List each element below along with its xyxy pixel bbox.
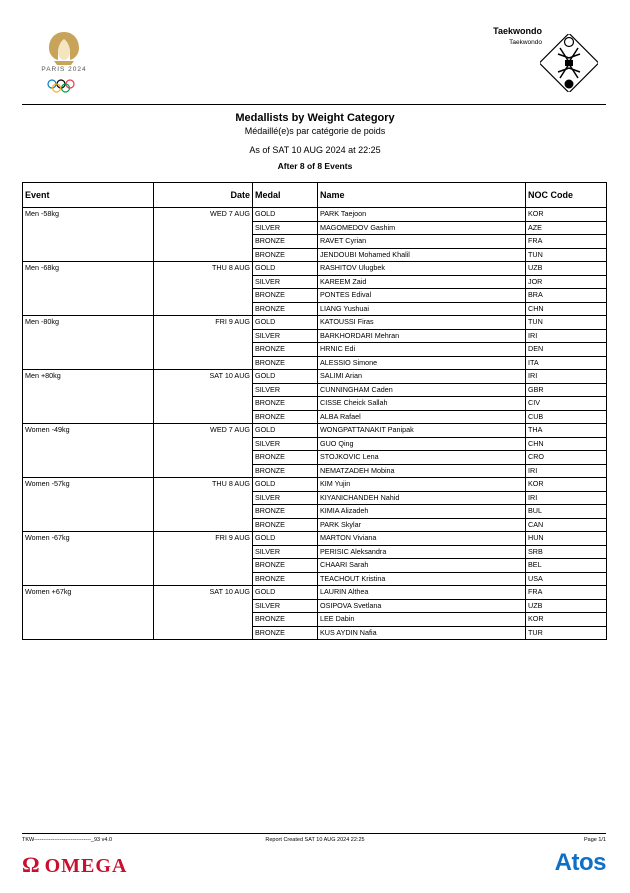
medal-cell: SILVER [253,599,318,613]
name-cell: NEMATZADEH Mobina [318,464,526,478]
medal-cell: BRONZE [253,302,318,316]
name-cell: STOJKOVIC Lena [318,451,526,465]
name-cell: PARK Taejoon [318,208,526,222]
date-cell [154,559,253,573]
medal-cell: BRONZE [253,356,318,370]
date-cell: FRI 9 AUG [154,532,253,546]
table-row [23,586,607,600]
event-cell: Women -57kg [23,478,154,492]
medal-cell: SILVER [253,545,318,559]
date-cell [154,626,253,640]
date-cell [154,599,253,613]
noc-cell: CIV [526,397,607,411]
event-cell [23,518,154,532]
paris-logo-text: PARIS 2024 [41,66,87,73]
table-row [23,248,607,262]
noc-cell: KOR [526,613,607,627]
date-cell [154,248,253,262]
name-cell: KIM Yujin [318,478,526,492]
table-row [23,343,607,357]
medal-cell: SILVER [253,329,318,343]
date-cell [154,518,253,532]
name-cell: RAVET Cyrian [318,235,526,249]
table-row [23,208,607,222]
omega-symbol-icon: Ω [22,852,41,877]
name-cell: KAREEM Zaid [318,275,526,289]
name-cell: ALESSIO Simone [318,356,526,370]
event-cell: Women +67kg [23,586,154,600]
event-cell: Women -49kg [23,424,154,438]
event-cell [23,451,154,465]
date-cell [154,464,253,478]
medal-cell: BRONZE [253,626,318,640]
name-cell: LIANG Yushuai [318,302,526,316]
name-cell: LAURIN Althea [318,586,526,600]
noc-cell: GBR [526,383,607,397]
date-cell [154,302,253,316]
report-title-block [0,111,630,172]
date-cell [154,572,253,586]
event-cell [23,289,154,303]
table-row [23,478,607,492]
table-row [23,329,607,343]
event-cell: Women -67kg [23,532,154,546]
event-cell [23,626,154,640]
date-cell [154,343,253,357]
table-row [23,275,607,289]
noc-cell: USA [526,572,607,586]
event-cell [23,356,154,370]
medal-cell: GOLD [253,424,318,438]
as-of-date: As of SAT 10 AUG 2024 at 22:25 [249,145,381,155]
table-header-row [23,183,607,208]
date-cell: THU 8 AUG [154,478,253,492]
report-code: TKW-------------------------------_93 v4.0 [22,837,112,843]
medal-cell: SILVER [253,221,318,235]
noc-cell: AZE [526,221,607,235]
event-cell [23,397,154,411]
date-cell [154,221,253,235]
medal-cell: BRONZE [253,505,318,519]
medal-cell: BRONZE [253,235,318,249]
omega-wordmark: OMEGA [44,855,128,877]
noc-cell: CHN [526,437,607,451]
name-cell: KIYANICHANDEH Nahid [318,491,526,505]
date-cell [154,613,253,627]
noc-cell: FRA [526,586,607,600]
report-created: Report Created SAT 10 AUG 2024 22:25 [265,837,365,843]
medal-cell: SILVER [253,383,318,397]
header-divider [22,104,606,105]
medal-cell: GOLD [253,478,318,492]
medal-cell: BRONZE [253,518,318,532]
name-cell: RASHITOV Ulugbek [318,262,526,276]
table-row [23,383,607,397]
medal-cell: GOLD [253,208,318,222]
date-cell [154,410,253,424]
table-row [23,410,607,424]
table-row [23,599,607,613]
noc-cell: CAN [526,518,607,532]
table-row [23,356,607,370]
date-cell [154,235,253,249]
date-cell [154,329,253,343]
medal-cell: SILVER [253,275,318,289]
event-cell [23,599,154,613]
table-row [23,302,607,316]
column-header-date: Date [154,183,253,208]
noc-cell: ITA [526,356,607,370]
table-row [23,397,607,411]
column-header-medal: Medal [253,183,318,208]
page-number: Page 1/1 [583,837,606,843]
event-cell [23,464,154,478]
events-progress: After 8 of 8 Events [277,161,353,171]
date-cell: THU 8 AUG [154,262,253,276]
noc-cell: KOR [526,478,607,492]
table-row [23,289,607,303]
paris-2024-logo [32,28,96,94]
date-cell [154,275,253,289]
table-row [23,370,607,384]
medal-cell: BRONZE [253,572,318,586]
sport-subtitle: Taekwondo [509,39,542,46]
table-body [23,208,607,640]
event-cell [23,329,154,343]
noc-cell: CHN [526,302,607,316]
sport-title: Taekwondo [493,26,542,36]
name-cell: KUS AYDIN Nafia [318,626,526,640]
noc-cell: TUN [526,248,607,262]
medal-cell: BRONZE [253,343,318,357]
name-cell: CHAARI Sarah [318,559,526,573]
event-cell [23,235,154,249]
event-cell [23,302,154,316]
noc-cell: UZB [526,599,607,613]
name-cell: PONTES Edival [318,289,526,303]
name-cell: MARTON Viviana [318,532,526,546]
name-cell: CISSE Cheick Sallah [318,397,526,411]
event-cell [23,248,154,262]
name-cell: MAGOMEDOV Gashim [318,221,526,235]
name-cell: HRNIC Edi [318,343,526,357]
name-cell: KIMIA Alizadeh [318,505,526,519]
medal-cell: BRONZE [253,613,318,627]
table-row [23,518,607,532]
name-cell: TEACHOUT Kristina [318,572,526,586]
event-cell [23,221,154,235]
medal-cell: BRONZE [253,559,318,573]
event-cell [23,383,154,397]
date-cell [154,356,253,370]
event-cell [23,437,154,451]
medallists-table [22,182,607,640]
date-cell [154,491,253,505]
noc-cell: UZB [526,262,607,276]
noc-cell: IRI [526,491,607,505]
date-cell: WED 7 AUG [154,208,253,222]
noc-cell: KOR [526,208,607,222]
medal-cell: GOLD [253,532,318,546]
name-cell: BARKHORDARI Mehran [318,329,526,343]
report-subtitle: Médaillé(e)s par catégorie de poids [244,126,386,136]
date-cell [154,397,253,411]
column-header-noc: NOC Code [526,183,607,208]
noc-cell: DEN [526,343,607,357]
date-cell [154,505,253,519]
table-row [23,424,607,438]
atos-logo: Atos [554,849,606,876]
taekwondo-pictogram-icon [540,34,598,92]
noc-cell: BRA [526,289,607,303]
name-cell: PARK Skylar [318,518,526,532]
table-row [23,262,607,276]
event-cell [23,410,154,424]
noc-cell: JOR [526,275,607,289]
noc-cell: TUR [526,626,607,640]
table-row [23,451,607,465]
table-row [23,316,607,330]
event-cell [23,505,154,519]
table-row [23,613,607,627]
table-row [23,572,607,586]
medal-cell: GOLD [253,316,318,330]
date-cell: SAT 10 AUG [154,586,253,600]
medal-cell: BRONZE [253,397,318,411]
name-cell: CUNNINGHAM Caden [318,383,526,397]
date-cell [154,289,253,303]
report-title: Medallists by Weight Category [235,112,395,124]
event-cell [23,343,154,357]
table-row [23,437,607,451]
table-row [23,532,607,546]
date-cell [154,545,253,559]
table-row [23,559,607,573]
medal-cell: SILVER [253,491,318,505]
column-header-name: Name [318,183,526,208]
medal-cell: SILVER [253,437,318,451]
omega-logo [22,852,127,878]
noc-cell: CUB [526,410,607,424]
event-cell [23,491,154,505]
noc-cell: FRA [526,235,607,249]
event-cell [23,275,154,289]
table-row [23,505,607,519]
name-cell: ALBA Rafael [318,410,526,424]
date-cell: FRI 9 AUG [154,316,253,330]
date-cell: SAT 10 AUG [154,370,253,384]
event-cell: Men +80kg [23,370,154,384]
medal-cell: BRONZE [253,464,318,478]
noc-cell: BUL [526,505,607,519]
date-cell [154,451,253,465]
table-row [23,545,607,559]
noc-cell: IRI [526,329,607,343]
noc-cell: THA [526,424,607,438]
noc-cell: CRO [526,451,607,465]
name-cell: KATOUSSI Firas [318,316,526,330]
noc-cell: SRB [526,545,607,559]
noc-cell: HUN [526,532,607,546]
name-cell: WONGPATTANAKIT Panipak [318,424,526,438]
medal-cell: BRONZE [253,410,318,424]
table-row [23,626,607,640]
event-cell [23,613,154,627]
date-cell: WED 7 AUG [154,424,253,438]
medal-cell: BRONZE [253,451,318,465]
name-cell: GUO Qing [318,437,526,451]
date-cell [154,383,253,397]
name-cell: LEE Dabin [318,613,526,627]
event-cell: Men -58kg [23,208,154,222]
event-cell: Men -80kg [23,316,154,330]
name-cell: JENDOUBI Mohamed Khalil [318,248,526,262]
medal-cell: GOLD [253,370,318,384]
table-row [23,235,607,249]
table-row [23,221,607,235]
footer-divider [22,833,606,834]
column-header-event: Event [23,183,154,208]
noc-cell: IRI [526,370,607,384]
noc-cell: IRI [526,464,607,478]
event-cell [23,572,154,586]
table-row [23,464,607,478]
event-cell [23,559,154,573]
medal-cell: GOLD [253,586,318,600]
medal-cell: BRONZE [253,248,318,262]
name-cell: OSIPOVA Svetlana [318,599,526,613]
noc-cell: BEL [526,559,607,573]
noc-cell: TUN [526,316,607,330]
name-cell: SALIMI Arian [318,370,526,384]
table-row [23,491,607,505]
date-cell [154,437,253,451]
name-cell: PERISIC Aleksandra [318,545,526,559]
event-cell: Men -68kg [23,262,154,276]
medal-cell: BRONZE [253,289,318,303]
medal-cell: GOLD [253,262,318,276]
event-cell [23,545,154,559]
